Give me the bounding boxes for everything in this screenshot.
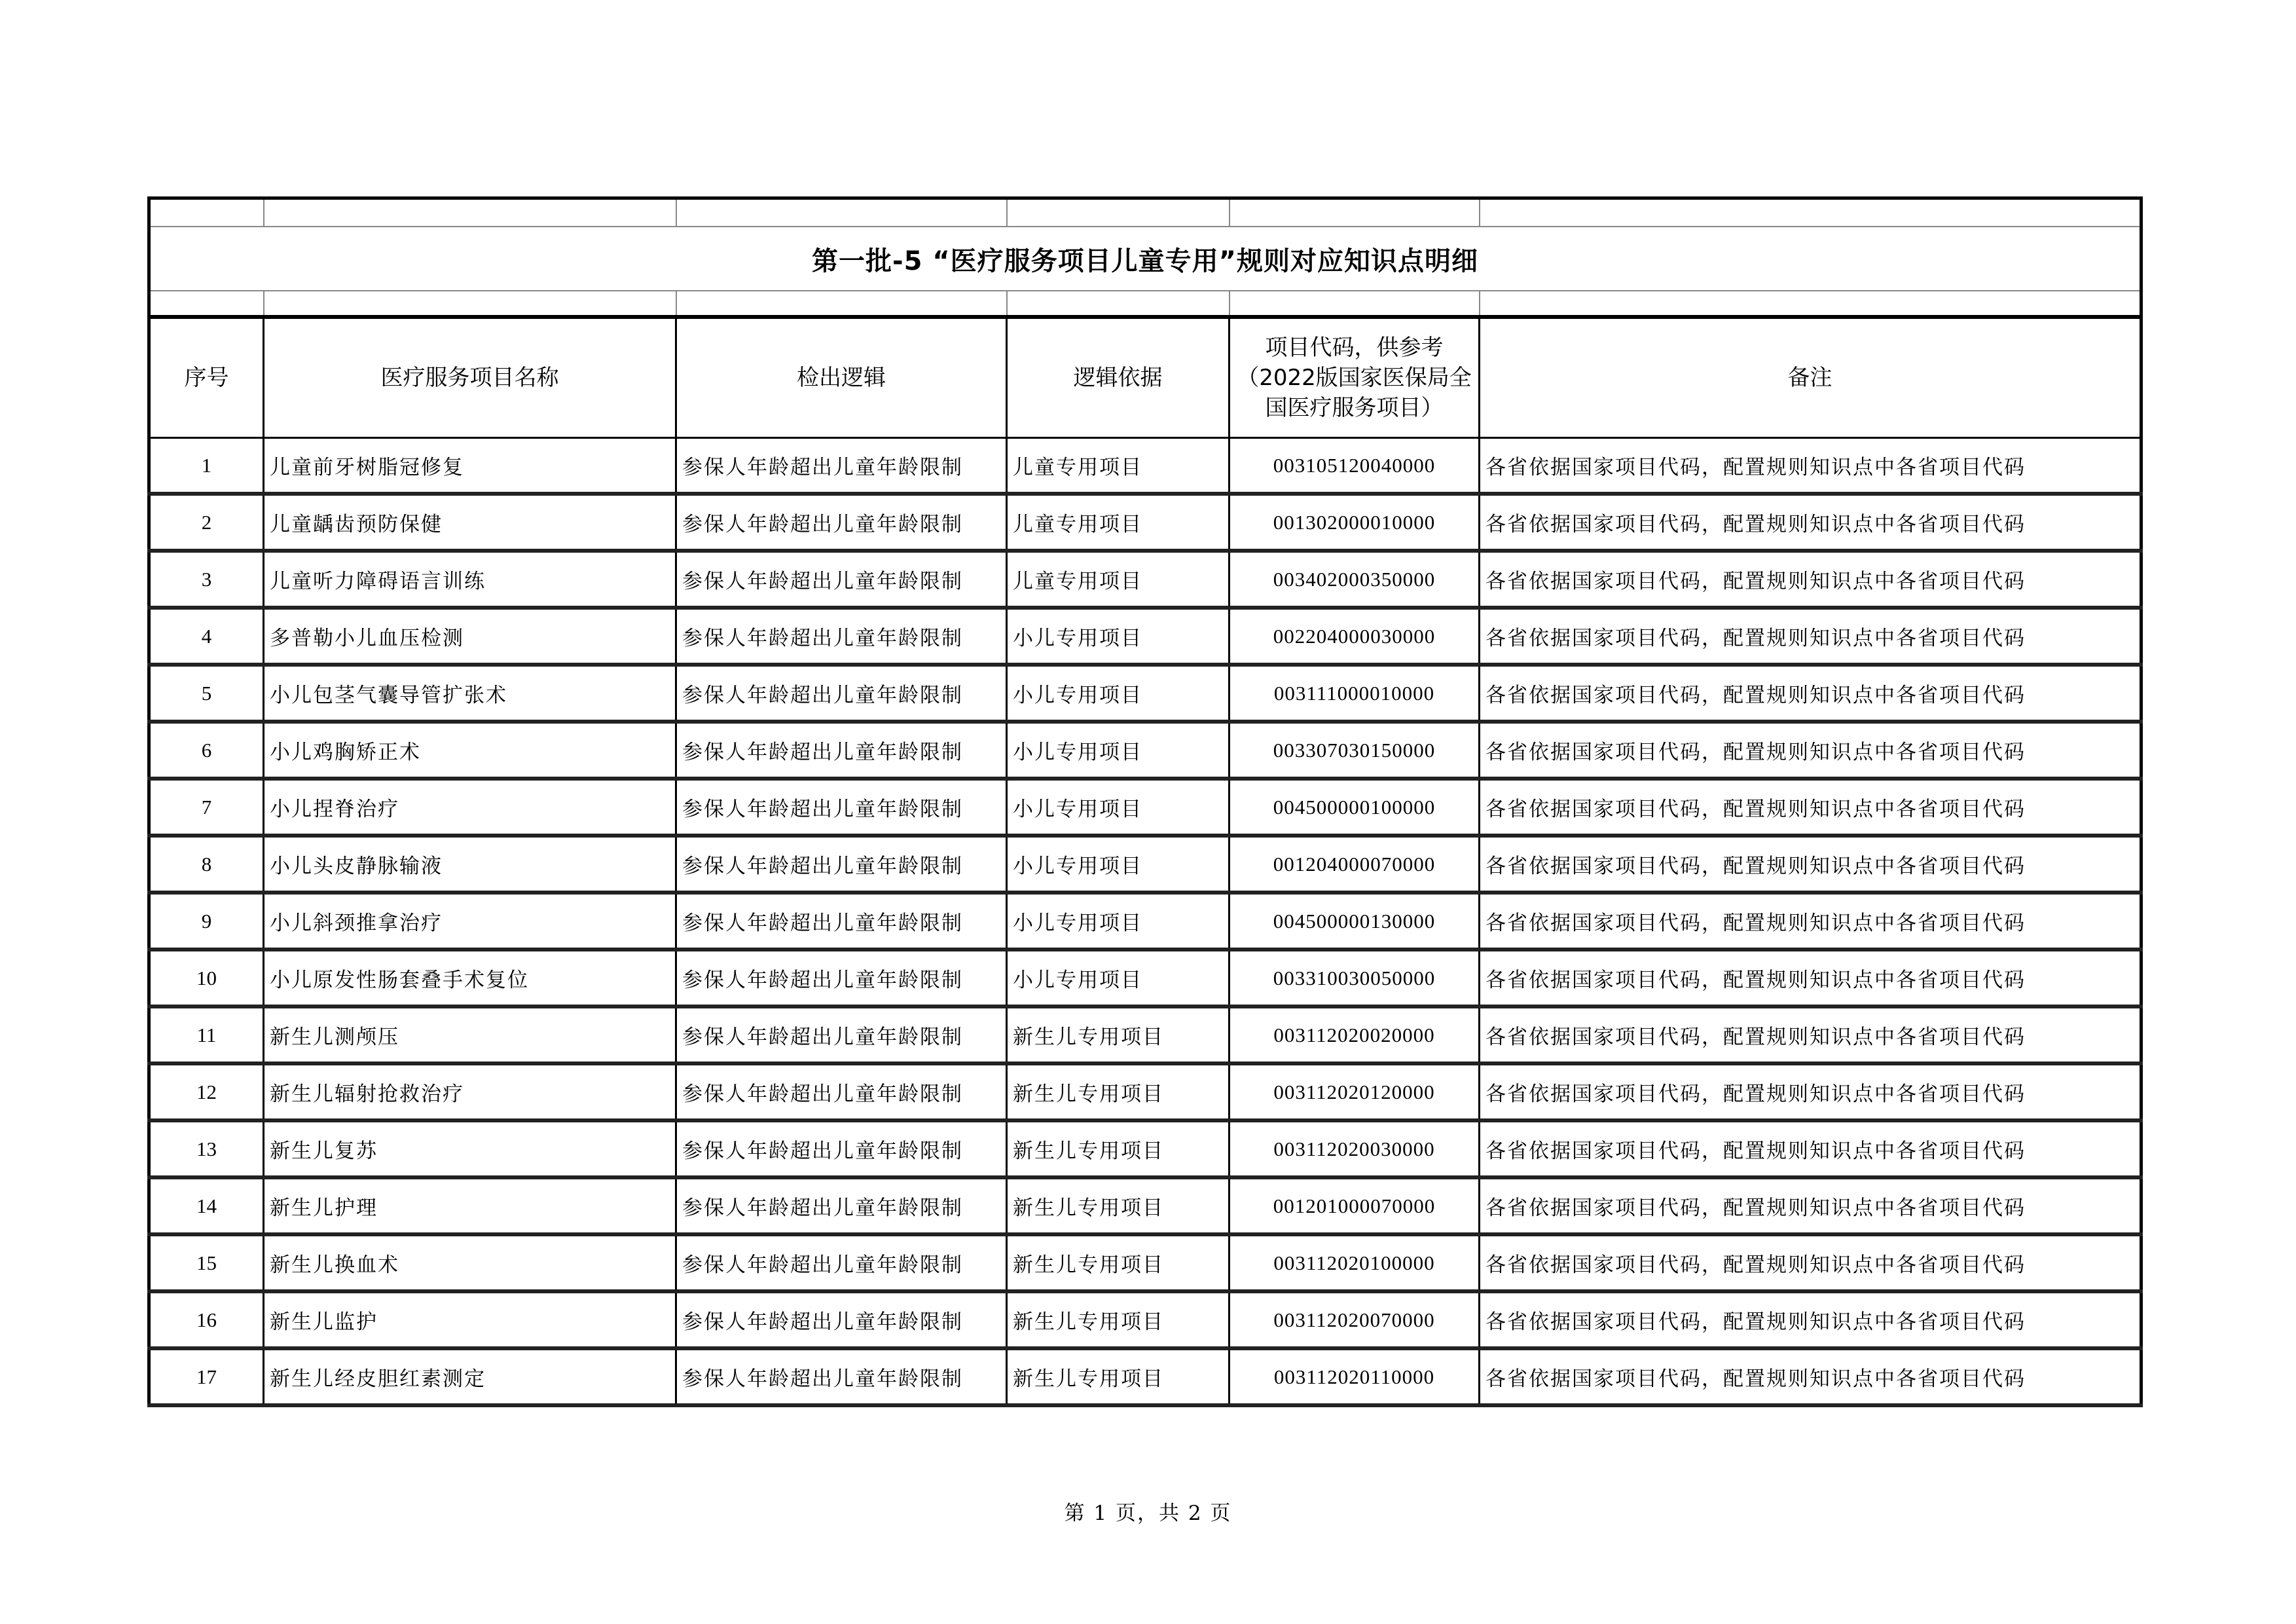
code-cell: 003112020120000 xyxy=(1230,1063,1480,1120)
seq-cell: 6 xyxy=(149,722,264,779)
name-cell: 新生儿测颅压 xyxy=(264,1006,676,1063)
code-cell: 003310030050000 xyxy=(1230,950,1480,1006)
table-row xyxy=(149,1348,2141,1405)
table-row xyxy=(149,494,2141,551)
table-row xyxy=(149,608,2141,665)
code-cell: 001204000070000 xyxy=(1230,836,1480,893)
blank-cell xyxy=(1007,198,1230,227)
blank-row-bottom xyxy=(149,291,2141,317)
logic-cell: 参保人年龄超出儿童年龄限制 xyxy=(676,836,1007,893)
blank-cell xyxy=(1230,198,1480,227)
name-cell: 多普勒小儿血压检测 xyxy=(264,608,676,665)
name-cell: 新生儿换血术 xyxy=(264,1234,676,1291)
knowledge-point-table xyxy=(147,196,2143,1407)
logic-cell: 参保人年龄超出儿童年龄限制 xyxy=(676,779,1007,836)
basis-cell: 新生儿专用项目 xyxy=(1007,1291,1230,1348)
remark-cell: 各省依据国家项目代码，配置规则知识点中各省项目代码 xyxy=(1480,608,2141,665)
remark-cell: 各省依据国家项目代码，配置规则知识点中各省项目代码 xyxy=(1480,1006,2141,1063)
blank-cell xyxy=(1230,291,1480,317)
table-row xyxy=(149,1006,2141,1063)
seq-cell: 14 xyxy=(149,1177,264,1234)
header-code-line1: 项目代码，供参考 xyxy=(1265,335,1444,361)
code-cell: 003112020020000 xyxy=(1230,1006,1480,1063)
table-row xyxy=(149,1291,2141,1348)
table-row xyxy=(149,438,2141,494)
code-cell: 001302000010000 xyxy=(1230,494,1480,551)
logic-cell: 参保人年龄超出儿童年龄限制 xyxy=(676,722,1007,779)
seq-cell: 3 xyxy=(149,551,264,608)
blank-cell xyxy=(264,291,676,317)
seq-cell: 9 xyxy=(149,893,264,950)
seq-cell: 16 xyxy=(149,1291,264,1348)
code-cell: 004500000100000 xyxy=(1230,779,1480,836)
logic-cell: 参保人年龄超出儿童年龄限制 xyxy=(676,1063,1007,1120)
name-cell: 新生儿辐射抢救治疗 xyxy=(264,1063,676,1120)
blank-cell xyxy=(1007,291,1230,317)
basis-cell: 小儿专用项目 xyxy=(1007,950,1230,1006)
name-cell: 新生儿复苏 xyxy=(264,1120,676,1177)
logic-cell: 参保人年龄超出儿童年龄限制 xyxy=(676,1177,1007,1234)
seq-cell: 1 xyxy=(149,438,264,494)
logic-cell: 参保人年龄超出儿童年龄限制 xyxy=(676,893,1007,950)
table-row xyxy=(149,1177,2141,1234)
remark-cell: 各省依据国家项目代码，配置规则知识点中各省项目代码 xyxy=(1480,1120,2141,1177)
blank-cell xyxy=(1480,198,2141,227)
seq-cell: 2 xyxy=(149,494,264,551)
table-row xyxy=(149,836,2141,893)
table-row xyxy=(149,779,2141,836)
table-row xyxy=(149,665,2141,722)
seq-cell: 15 xyxy=(149,1234,264,1291)
remark-cell: 各省依据国家项目代码，配置规则知识点中各省项目代码 xyxy=(1480,665,2141,722)
name-cell: 小儿鸡胸矫正术 xyxy=(264,722,676,779)
header-code xyxy=(1230,317,1480,438)
remark-cell: 各省依据国家项目代码，配置规则知识点中各省项目代码 xyxy=(1480,1348,2141,1405)
page-footer: 第 1 页，共 2 页 xyxy=(1064,1502,1232,1525)
table-row xyxy=(149,722,2141,779)
table-row xyxy=(149,950,2141,1006)
remark-cell: 各省依据国家项目代码，配置规则知识点中各省项目代码 xyxy=(1480,893,2141,950)
basis-cell: 新生儿专用项目 xyxy=(1007,1120,1230,1177)
basis-cell: 小儿专用项目 xyxy=(1007,836,1230,893)
blank-cell xyxy=(1480,291,2141,317)
basis-cell: 小儿专用项目 xyxy=(1007,665,1230,722)
logic-cell: 参保人年龄超出儿童年龄限制 xyxy=(676,1291,1007,1348)
logic-cell: 参保人年龄超出儿童年龄限制 xyxy=(676,1234,1007,1291)
name-cell: 小儿包茎气囊导管扩张术 xyxy=(264,665,676,722)
logic-cell: 参保人年龄超出儿童年龄限制 xyxy=(676,950,1007,1006)
seq-cell: 4 xyxy=(149,608,264,665)
basis-cell: 儿童专用项目 xyxy=(1007,494,1230,551)
code-cell: 002204000030000 xyxy=(1230,608,1480,665)
basis-cell: 儿童专用项目 xyxy=(1007,551,1230,608)
spreadsheet-page xyxy=(147,196,2140,1407)
remark-cell: 各省依据国家项目代码，配置规则知识点中各省项目代码 xyxy=(1480,722,2141,779)
blank-cell xyxy=(149,291,264,317)
name-cell: 小儿捏脊治疗 xyxy=(264,779,676,836)
document-title: 第一批-5 “医疗服务项目儿童专用”规则对应知识点明细 xyxy=(149,227,2141,291)
remark-cell: 各省依据国家项目代码，配置规则知识点中各省项目代码 xyxy=(1480,1177,2141,1234)
remark-cell: 各省依据国家项目代码，配置规则知识点中各省项目代码 xyxy=(1480,779,2141,836)
seq-cell: 5 xyxy=(149,665,264,722)
basis-cell: 小儿专用项目 xyxy=(1007,608,1230,665)
code-cell: 003112020070000 xyxy=(1230,1291,1480,1348)
seq-cell: 11 xyxy=(149,1006,264,1063)
code-cell: 004500000130000 xyxy=(1230,893,1480,950)
basis-cell: 小儿专用项目 xyxy=(1007,779,1230,836)
table-row xyxy=(149,1120,2141,1177)
table-row xyxy=(149,551,2141,608)
code-cell: 003112020110000 xyxy=(1230,1348,1480,1405)
seq-cell: 13 xyxy=(149,1120,264,1177)
basis-cell: 新生儿专用项目 xyxy=(1007,1063,1230,1120)
remark-cell: 各省依据国家项目代码，配置规则知识点中各省项目代码 xyxy=(1480,551,2141,608)
logic-cell: 参保人年龄超出儿童年龄限制 xyxy=(676,494,1007,551)
remark-cell: 各省依据国家项目代码，配置规则知识点中各省项目代码 xyxy=(1480,1063,2141,1120)
header-seq: 序号 xyxy=(149,317,264,438)
name-cell: 儿童前牙树脂冠修复 xyxy=(264,438,676,494)
logic-cell: 参保人年龄超出儿童年龄限制 xyxy=(676,1348,1007,1405)
blank-row-top xyxy=(149,198,2141,227)
remark-cell: 各省依据国家项目代码，配置规则知识点中各省项目代码 xyxy=(1480,1234,2141,1291)
table-row xyxy=(149,893,2141,950)
code-cell: 003112020030000 xyxy=(1230,1120,1480,1177)
code-cell: 003105120040000 xyxy=(1230,438,1480,494)
name-cell: 小儿原发性肠套叠手术复位 xyxy=(264,950,676,1006)
table-row xyxy=(149,1234,2141,1291)
basis-cell: 小儿专用项目 xyxy=(1007,893,1230,950)
blank-cell xyxy=(264,198,676,227)
basis-cell: 新生儿专用项目 xyxy=(1007,1234,1230,1291)
table-row xyxy=(149,1063,2141,1120)
code-cell: 003112020100000 xyxy=(1230,1234,1480,1291)
basis-cell: 小儿专用项目 xyxy=(1007,722,1230,779)
name-cell: 新生儿经皮胆红素测定 xyxy=(264,1348,676,1405)
logic-cell: 参保人年龄超出儿童年龄限制 xyxy=(676,551,1007,608)
logic-cell: 参保人年龄超出儿童年龄限制 xyxy=(676,1120,1007,1177)
header-code-line3: 国医疗服务项目） xyxy=(1265,395,1444,421)
seq-cell: 7 xyxy=(149,779,264,836)
header-code-line2: （2022版国家医保局全 xyxy=(1237,365,1472,391)
seq-cell: 12 xyxy=(149,1063,264,1120)
logic-cell: 参保人年龄超出儿童年龄限制 xyxy=(676,438,1007,494)
code-cell: 003402000350000 xyxy=(1230,551,1480,608)
header-basis: 逻辑依据 xyxy=(1007,317,1230,438)
header-remark: 备注 xyxy=(1480,317,2141,438)
name-cell: 儿童龋齿预防保健 xyxy=(264,494,676,551)
basis-cell: 新生儿专用项目 xyxy=(1007,1006,1230,1063)
code-cell: 003111000010000 xyxy=(1230,665,1480,722)
logic-cell: 参保人年龄超出儿童年龄限制 xyxy=(676,608,1007,665)
blank-cell xyxy=(149,198,264,227)
header-logic: 检出逻辑 xyxy=(676,317,1007,438)
seq-cell: 8 xyxy=(149,836,264,893)
remark-cell: 各省依据国家项目代码，配置规则知识点中各省项目代码 xyxy=(1480,1291,2141,1348)
remark-cell: 各省依据国家项目代码，配置规则知识点中各省项目代码 xyxy=(1480,438,2141,494)
seq-cell: 17 xyxy=(149,1348,264,1405)
code-cell: 003307030150000 xyxy=(1230,722,1480,779)
basis-cell: 新生儿专用项目 xyxy=(1007,1177,1230,1234)
basis-cell: 新生儿专用项目 xyxy=(1007,1348,1230,1405)
code-cell: 001201000070000 xyxy=(1230,1177,1480,1234)
logic-cell: 参保人年龄超出儿童年龄限制 xyxy=(676,665,1007,722)
remark-cell: 各省依据国家项目代码，配置规则知识点中各省项目代码 xyxy=(1480,836,2141,893)
name-cell: 小儿斜颈推拿治疗 xyxy=(264,893,676,950)
basis-cell: 儿童专用项目 xyxy=(1007,438,1230,494)
seq-cell: 10 xyxy=(149,950,264,1006)
title-row xyxy=(149,227,2141,291)
name-cell: 新生儿护理 xyxy=(264,1177,676,1234)
remark-cell: 各省依据国家项目代码，配置规则知识点中各省项目代码 xyxy=(1480,950,2141,1006)
blank-cell xyxy=(676,291,1007,317)
name-cell: 儿童听力障碍语言训练 xyxy=(264,551,676,608)
blank-cell xyxy=(676,198,1007,227)
header-row xyxy=(149,317,2141,438)
remark-cell: 各省依据国家项目代码，配置规则知识点中各省项目代码 xyxy=(1480,494,2141,551)
name-cell: 新生儿监护 xyxy=(264,1291,676,1348)
name-cell: 小儿头皮静脉输液 xyxy=(264,836,676,893)
header-name: 医疗服务项目名称 xyxy=(264,317,676,438)
logic-cell: 参保人年龄超出儿童年龄限制 xyxy=(676,1006,1007,1063)
